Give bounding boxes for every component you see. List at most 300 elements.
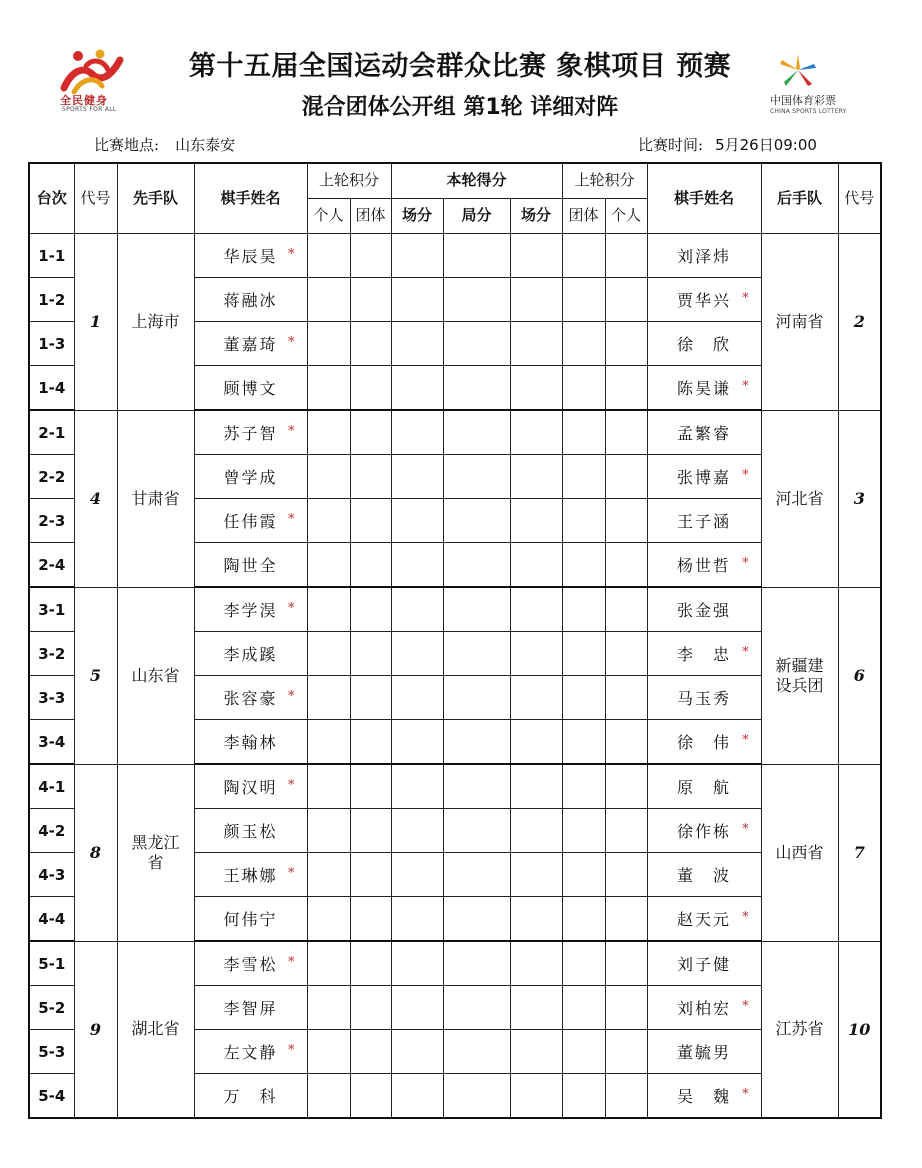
game-points-cell	[443, 897, 510, 942]
prev-team-right	[562, 986, 605, 1030]
game-points-cell	[443, 809, 510, 853]
match-points-2-cell	[510, 366, 562, 411]
sports-for-all-icon	[56, 48, 132, 94]
player-name-right	[647, 941, 761, 986]
player-name-text: 何伟宁	[223, 910, 278, 929]
star-marker: *	[742, 379, 751, 394]
venue-label: 比赛地点:	[94, 136, 160, 154]
prev-team-left	[350, 1030, 391, 1074]
time-label: 比赛时间:	[638, 136, 704, 154]
header-team-right: 团体	[562, 199, 605, 234]
star-marker: *	[742, 733, 751, 748]
player-name-text: 刘子健	[677, 955, 732, 974]
player-name-text: 董毓男	[677, 1043, 732, 1062]
game-points-cell	[443, 853, 510, 897]
team-second-name: 河南省	[761, 234, 838, 411]
team-code-right: 2	[838, 234, 881, 411]
team-code-left: 8	[74, 764, 117, 941]
player-name-right	[647, 543, 761, 588]
team-second-name: 江苏省	[761, 941, 838, 1118]
player-name-text: 李智屏	[223, 999, 278, 1018]
game-points-cell	[443, 764, 510, 809]
match-points-cell	[391, 278, 443, 322]
prev-team-right	[562, 764, 605, 809]
player-name-left	[194, 587, 307, 632]
prev-individual-right	[605, 499, 647, 543]
match-points-cell	[391, 986, 443, 1030]
match-points-2-cell	[510, 543, 562, 588]
team-first-name: 上海市	[117, 234, 194, 411]
player-name-left	[194, 1030, 307, 1074]
player-name-left	[194, 986, 307, 1030]
prev-individual-left	[307, 941, 350, 986]
lottery-star-icon	[768, 50, 828, 90]
player-name-right	[647, 410, 761, 455]
prev-team-right	[562, 720, 605, 765]
prev-team-right	[562, 941, 605, 986]
player-name-text: 张容豪	[223, 689, 278, 708]
team-first-name: 湖北省	[117, 941, 194, 1118]
player-name-left	[194, 632, 307, 676]
sports-for-all-logo	[56, 48, 132, 120]
star-marker: *	[288, 866, 297, 881]
team-code-right: 6	[838, 587, 881, 764]
document-header	[0, 0, 922, 154]
pairing-body	[29, 234, 881, 1119]
player-name-text: 李雪松	[223, 955, 278, 974]
player-name-text: 原 航	[677, 778, 732, 797]
prev-individual-right	[605, 897, 647, 942]
match-points-cell	[391, 632, 443, 676]
prev-individual-left	[307, 897, 350, 942]
header-team-second: 后手队	[761, 163, 838, 234]
match-points-2-cell	[510, 234, 562, 278]
player-name-text: 左文静	[223, 1043, 278, 1062]
prev-individual-left	[307, 234, 350, 278]
match-points-cell	[391, 455, 443, 499]
table-number: 4-3	[29, 853, 74, 897]
header-individual-right: 个人	[605, 199, 647, 234]
prev-team-right	[562, 676, 605, 720]
player-name-right	[647, 234, 761, 278]
prev-team-left	[350, 455, 391, 499]
player-name-right	[647, 499, 761, 543]
table-number: 3-1	[29, 587, 74, 632]
star-marker: *	[742, 822, 751, 837]
header-team-left: 团体	[350, 199, 391, 234]
prev-team-right	[562, 853, 605, 897]
star-marker: *	[288, 335, 297, 350]
prev-team-left	[350, 941, 391, 986]
match-points-cell	[391, 941, 443, 986]
team-code-left: 5	[74, 587, 117, 764]
match-points-2-cell	[510, 986, 562, 1030]
prev-team-right	[562, 410, 605, 455]
prev-team-left	[350, 720, 391, 765]
prev-individual-right	[605, 543, 647, 588]
player-name-text: 王子涵	[677, 512, 732, 531]
game-points-cell	[443, 278, 510, 322]
star-marker: *	[288, 601, 297, 616]
player-name-left	[194, 897, 307, 942]
match-points-2-cell	[510, 764, 562, 809]
player-name-left	[194, 1074, 307, 1119]
match-points-cell	[391, 322, 443, 366]
pairing-table	[28, 162, 882, 1119]
player-name-text: 蒋融冰	[223, 291, 278, 310]
prev-individual-left	[307, 986, 350, 1030]
table-number: 5-1	[29, 941, 74, 986]
header-code-left: 代号	[74, 163, 117, 234]
prev-individual-right	[605, 366, 647, 411]
match-points-2-cell	[510, 676, 562, 720]
prev-team-left	[350, 1074, 391, 1119]
table-number: 1-3	[29, 322, 74, 366]
table-number: 5-2	[29, 986, 74, 1030]
player-name-text: 陈昊谦	[677, 379, 732, 398]
star-marker: *	[742, 645, 751, 660]
player-name-text: 任伟霞	[223, 512, 278, 531]
header-player-name-right: 棋手姓名	[647, 163, 761, 234]
player-name-right	[647, 587, 761, 632]
star-marker: *	[288, 1043, 297, 1058]
prev-team-right	[562, 278, 605, 322]
game-points-cell	[443, 499, 510, 543]
prev-team-right	[562, 587, 605, 632]
player-name-right	[647, 676, 761, 720]
player-name-text: 马玉秀	[677, 689, 732, 708]
prev-team-right	[562, 632, 605, 676]
player-name-left	[194, 809, 307, 853]
player-name-text: 华辰昊	[223, 247, 278, 266]
player-name-right	[647, 853, 761, 897]
prev-individual-right	[605, 410, 647, 455]
table-number: 2-3	[29, 499, 74, 543]
logo-right-subtext: CHINA SPORTS LOTTERY	[770, 108, 847, 115]
prev-individual-left	[307, 455, 350, 499]
match-points-cell	[391, 720, 443, 765]
table-row	[29, 410, 881, 455]
player-name-text: 李成蹊	[223, 645, 278, 664]
prev-individual-right	[605, 632, 647, 676]
table-number: 5-3	[29, 1030, 74, 1074]
star-marker: *	[742, 999, 751, 1014]
match-points-2-cell	[510, 897, 562, 942]
star-marker: *	[742, 910, 751, 925]
header-game-points: 局分	[443, 199, 510, 234]
prev-individual-left	[307, 587, 350, 632]
prev-individual-left	[307, 366, 350, 411]
match-points-cell	[391, 1074, 443, 1119]
match-points-2-cell	[510, 587, 562, 632]
player-name-right	[647, 897, 761, 942]
prev-individual-right	[605, 941, 647, 986]
prev-team-right	[562, 322, 605, 366]
table-number: 1-2	[29, 278, 74, 322]
prev-team-left	[350, 278, 391, 322]
star-marker: *	[742, 291, 751, 306]
player-name-text: 张博嘉	[677, 468, 732, 487]
match-time-info	[638, 134, 817, 155]
player-name-text: 李 忠	[677, 645, 732, 664]
star-marker: *	[742, 468, 751, 483]
game-points-cell	[443, 322, 510, 366]
player-name-left	[194, 720, 307, 765]
player-name-right	[647, 1074, 761, 1119]
team-code-right: 3	[838, 410, 881, 587]
star-marker: *	[742, 1087, 751, 1102]
match-points-cell	[391, 499, 443, 543]
prev-team-right	[562, 1074, 605, 1119]
prev-individual-left	[307, 1074, 350, 1119]
prev-individual-left	[307, 278, 350, 322]
prev-team-right	[562, 234, 605, 278]
match-points-2-cell	[510, 720, 562, 765]
player-name-right	[647, 1030, 761, 1074]
table-number: 5-4	[29, 1074, 74, 1119]
game-points-cell	[443, 986, 510, 1030]
logo-left-subtext: SPORTS FOR ALL	[62, 106, 117, 113]
prev-team-right	[562, 366, 605, 411]
team-second-name: 新疆建 设兵团	[761, 587, 838, 764]
logo-right-text: 中国体育彩票	[770, 94, 836, 107]
prev-team-left	[350, 499, 391, 543]
player-name-text: 曾学成	[223, 468, 278, 487]
player-name-text: 孟繁睿	[677, 424, 732, 443]
table-number: 2-4	[29, 543, 74, 588]
table-row	[29, 587, 881, 632]
header-player-name-left: 棋手姓名	[194, 163, 307, 234]
player-name-text: 张金强	[677, 601, 732, 620]
player-name-left	[194, 543, 307, 588]
table-number: 2-2	[29, 455, 74, 499]
table-number: 3-3	[29, 676, 74, 720]
prev-team-left	[350, 897, 391, 942]
player-name-text: 顾博文	[223, 379, 278, 398]
player-name-text: 苏子智	[223, 424, 278, 443]
player-name-text: 董嘉琦	[223, 335, 278, 354]
game-points-cell	[443, 587, 510, 632]
header-table-no: 台次	[29, 163, 74, 234]
prev-team-left	[350, 809, 391, 853]
prev-team-right	[562, 455, 605, 499]
team-code-left: 9	[74, 941, 117, 1118]
table-number: 1-1	[29, 234, 74, 278]
player-name-left	[194, 278, 307, 322]
game-points-cell	[443, 366, 510, 411]
prev-individual-right	[605, 809, 647, 853]
player-name-text: 杨世哲	[677, 556, 732, 575]
prev-individual-left	[307, 410, 350, 455]
team-first-name: 甘肃省	[117, 410, 194, 587]
player-name-text: 刘泽炜	[677, 247, 732, 266]
game-points-cell	[443, 676, 510, 720]
prev-individual-left	[307, 322, 350, 366]
team-code-left: 4	[74, 410, 117, 587]
logo-left-text: 全民健身	[60, 94, 108, 107]
player-name-left	[194, 410, 307, 455]
game-points-cell	[443, 410, 510, 455]
game-points-cell	[443, 455, 510, 499]
star-marker: *	[288, 778, 297, 793]
player-name-left	[194, 234, 307, 278]
match-points-2-cell	[510, 278, 562, 322]
player-name-left	[194, 676, 307, 720]
prev-individual-right	[605, 720, 647, 765]
player-name-text: 陶世全	[223, 556, 278, 575]
header-match-points: 场分	[391, 199, 443, 234]
player-name-right	[647, 455, 761, 499]
china-sports-lottery-logo	[768, 50, 858, 120]
prev-individual-left	[307, 809, 350, 853]
prev-team-left	[350, 234, 391, 278]
star-marker: *	[288, 424, 297, 439]
match-points-cell	[391, 897, 443, 942]
player-name-text: 刘柏宏	[677, 999, 732, 1018]
player-name-left	[194, 853, 307, 897]
prev-individual-right	[605, 1074, 647, 1119]
team-second-name: 河北省	[761, 410, 838, 587]
table-row	[29, 941, 881, 986]
venue-value: 山东泰安	[175, 136, 236, 154]
match-points-cell	[391, 410, 443, 455]
prev-individual-left	[307, 720, 350, 765]
table-row	[29, 234, 881, 278]
match-points-2-cell	[510, 322, 562, 366]
document-subtitle: 混合团体公开组 第1轮 详细对阵	[301, 95, 619, 120]
match-points-cell	[391, 764, 443, 809]
player-name-right	[647, 278, 761, 322]
player-name-right	[647, 322, 761, 366]
match-points-cell	[391, 809, 443, 853]
player-name-text: 陶汉明	[223, 778, 278, 797]
player-name-left	[194, 941, 307, 986]
match-points-2-cell	[510, 941, 562, 986]
player-name-text: 吴 魏	[677, 1087, 732, 1106]
prev-team-left	[350, 587, 391, 632]
star-marker: *	[288, 247, 297, 262]
game-points-cell	[443, 234, 510, 278]
match-points-2-cell	[510, 499, 562, 543]
match-points-cell	[391, 1030, 443, 1074]
prev-individual-right	[605, 764, 647, 809]
prev-team-left	[350, 366, 391, 411]
player-name-text: 徐 伟	[677, 733, 732, 752]
player-name-left	[194, 322, 307, 366]
prev-team-left	[350, 853, 391, 897]
team-first-name: 山东省	[117, 587, 194, 764]
game-points-cell	[443, 543, 510, 588]
match-points-2-cell	[510, 1030, 562, 1074]
match-points-2-cell	[510, 809, 562, 853]
prev-team-right	[562, 543, 605, 588]
team-second-name: 山西省	[761, 764, 838, 941]
match-points-cell	[391, 676, 443, 720]
prev-individual-right	[605, 234, 647, 278]
star-marker: *	[288, 955, 297, 970]
player-name-text: 万 科	[223, 1087, 278, 1106]
match-points-2-cell	[510, 632, 562, 676]
player-name-text: 颜玉松	[223, 822, 278, 841]
player-name-right	[647, 764, 761, 809]
header-individual-left: 个人	[307, 199, 350, 234]
table-number: 3-2	[29, 632, 74, 676]
player-name-text: 董 波	[677, 866, 732, 885]
team-code-right: 10	[838, 941, 881, 1118]
prev-team-left	[350, 986, 391, 1030]
player-name-left	[194, 366, 307, 411]
player-name-left	[194, 499, 307, 543]
prev-individual-right	[605, 278, 647, 322]
table-number: 1-4	[29, 366, 74, 411]
prev-team-right	[562, 897, 605, 942]
player-name-right	[647, 632, 761, 676]
prev-individual-right	[605, 587, 647, 632]
prev-individual-left	[307, 764, 350, 809]
prev-team-left	[350, 322, 391, 366]
game-points-cell	[443, 720, 510, 765]
header-code-right: 代号	[838, 163, 881, 234]
star-marker: *	[288, 512, 297, 527]
prev-individual-right	[605, 1030, 647, 1074]
match-points-cell	[391, 234, 443, 278]
prev-individual-right	[605, 676, 647, 720]
prev-individual-left	[307, 676, 350, 720]
header-prev-score-right: 上轮积分	[562, 163, 647, 199]
prev-team-right	[562, 809, 605, 853]
match-points-2-cell	[510, 410, 562, 455]
prev-individual-left	[307, 853, 350, 897]
game-points-cell	[443, 1030, 510, 1074]
table-row	[29, 764, 881, 809]
player-name-right	[647, 366, 761, 411]
header-match-points-2: 场分	[510, 199, 562, 234]
player-name-text: 赵天元	[677, 910, 732, 929]
player-name-right	[647, 720, 761, 765]
match-points-2-cell	[510, 455, 562, 499]
team-first-name: 黑龙江 省	[117, 764, 194, 941]
venue-info	[94, 134, 235, 155]
header-prev-score-left: 上轮积分	[307, 163, 391, 199]
prev-individual-left	[307, 632, 350, 676]
match-points-cell	[391, 366, 443, 411]
time-value: 5月26日09:00	[715, 136, 817, 154]
prev-team-left	[350, 543, 391, 588]
table-number: 3-4	[29, 720, 74, 765]
prev-team-left	[350, 632, 391, 676]
table-number: 4-1	[29, 764, 74, 809]
match-points-2-cell	[510, 853, 562, 897]
match-points-2-cell	[510, 1074, 562, 1119]
player-name-left	[194, 764, 307, 809]
match-points-cell	[391, 587, 443, 632]
document-title: 第十五届全国运动会群众比赛 象棋项目 预赛	[188, 51, 732, 82]
player-name-text: 徐 欣	[677, 335, 732, 354]
player-name-text: 王琳娜	[223, 866, 278, 885]
player-name-right	[647, 986, 761, 1030]
prev-team-left	[350, 764, 391, 809]
team-code-right: 7	[838, 764, 881, 941]
player-name-left	[194, 455, 307, 499]
player-name-text: 徐作栋	[677, 822, 732, 841]
team-code-left: 1	[74, 234, 117, 411]
player-name-right	[647, 809, 761, 853]
header-team-first: 先手队	[117, 163, 194, 234]
game-points-cell	[443, 1074, 510, 1119]
game-points-cell	[443, 632, 510, 676]
prev-team-left	[350, 676, 391, 720]
player-name-text: 贾华兴	[677, 291, 732, 310]
